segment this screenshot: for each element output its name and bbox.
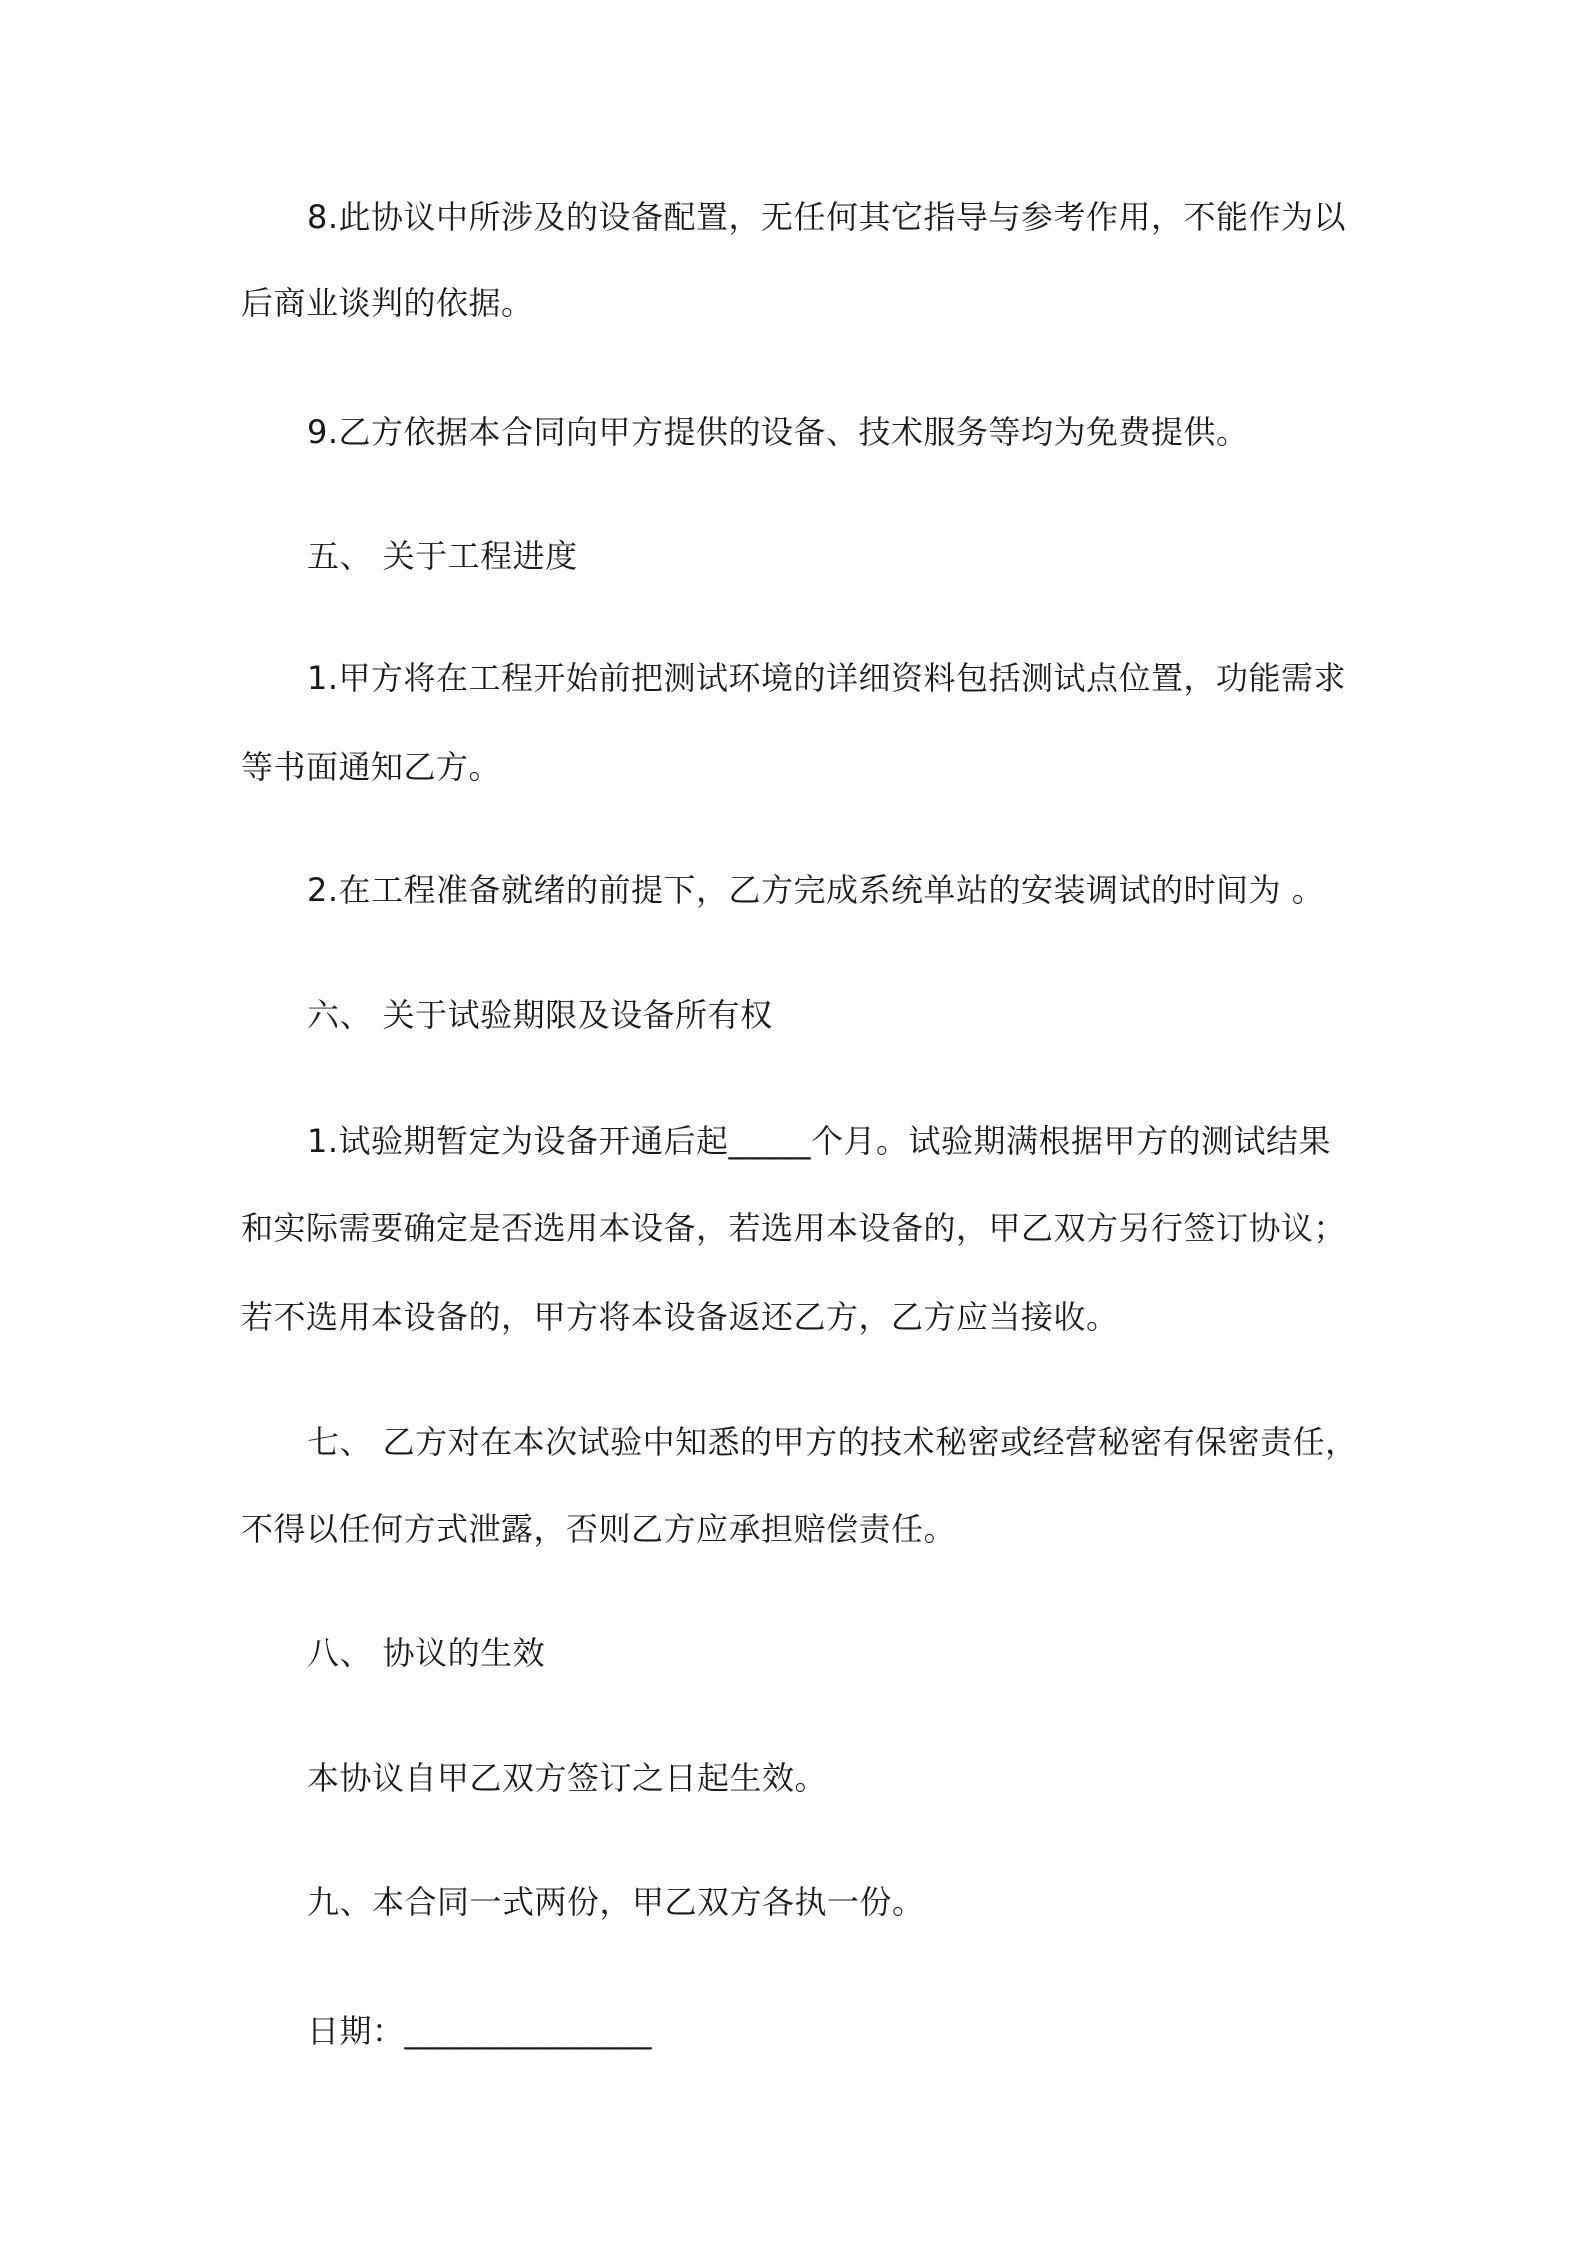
clause-9: 9.乙方依据本合同向甲方提供的设备、技术服务等均为免费提供。 <box>307 413 1249 451</box>
section-5-item-1-line-2: 等书面通知乙方。 <box>241 748 502 786</box>
section-5-heading: 五、 关于工程进度 <box>307 537 578 575</box>
section-7-line-2: 不得以任何方式泄露，否则乙方应承担赔偿责任。 <box>241 1510 957 1548</box>
section-6-item-1-line-1: 1.试验期暂定为设备开通后起_____个月。试验期满根据甲方的测试结果 <box>307 1122 1332 1160</box>
section-6-heading: 六、 关于试验期限及设备所有权 <box>307 996 773 1034</box>
clause-8-line-1: 8.此协议中所涉及的设备配置，无任何其它指导与参考作用，不能作为以 <box>307 198 1347 236</box>
section-6-item-1-line-2: 和实际需要确定是否选用本设备，若选用本设备的，甲乙双方另行签订协议； <box>241 1209 1347 1247</box>
date-line: 日期：_______________ <box>307 2012 653 2050</box>
section-5-item-2: 2.在工程准备就绪的前提下，乙方完成系统单站的安装调试的时间为 。 <box>307 871 1325 909</box>
section-6-item-1-line-3: 若不选用本设备的，甲方将本设备返还乙方，乙方应当接收。 <box>241 1298 1119 1336</box>
section-8-heading: 八、 协议的生效 <box>307 1634 546 1672</box>
section-7-line-1: 七、 乙方对在本次试验中知悉的甲方的技术秘密或经营秘密有保密责任， <box>307 1423 1358 1461</box>
section-9: 九、本合同一式两份，甲乙双方各执一份。 <box>307 1883 925 1921</box>
section-8-body: 本协议自甲乙双方签订之日起生效。 <box>307 1759 828 1797</box>
clause-8-line-2: 后商业谈判的依据。 <box>241 284 534 322</box>
section-5-item-1-line-1: 1.甲方将在工程开始前把测试环境的详细资料包括测试点位置，功能需求 <box>307 659 1347 697</box>
